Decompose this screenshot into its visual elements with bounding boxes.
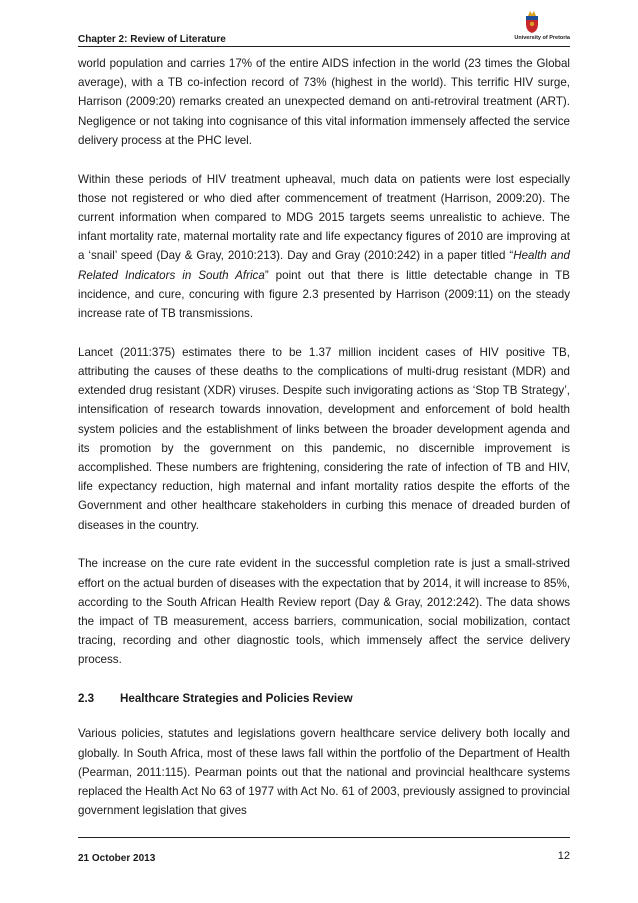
section-heading [78,689,570,708]
page-body [78,54,570,840]
paragraph: Various policies, statutes and legislations govern healthcare service delivery both locally and globally. In South Africa, most of these laws fall within the portfolio of the Department of Health (Pearman, 2011:115). Pearman points out that the national and provincial healthcare systems replaced the Health Act No 63 of 1977 with Act No. 61 of 2003, previously assigned to provincial government legislation that gives [78,727,570,818]
section-number: 2.3 [78,692,95,706]
page-number: 12 [557,850,570,862]
university-name: University of Pretoria [514,35,570,41]
paragraph: Lancet (2011:375) estimates there to be 1.37 million incident cases of HIV positive TB, attributing the causes of these deaths to the complications of multi-drug resistant (MDR) and extended drug resistant (XDR) viruses. Despite such invigorating actions as ‘Stop TB Strategy’, intensification of research towards innovation, development and enforcement of bold health system policies and the establishment of links between the broader development agenda and its promotion by the government on this pandemic, no discernible improvement is accomplished. These numbers are frightening, considering the rate of infection of TB and HIV, life expectancy reduction, high maternal and infant mortality ratios despite the efforts of the Government and other healthcare stakeholders in curbing this menace of dreaded burden of diseases in the country. [78,345,570,532]
header-divider [78,46,570,47]
page-header [78,10,570,46]
paragraph: world population and carries 17% of the entire AIDS infection in the world (23 times the Global average), with a TB co-infection record of 73% (highest in the world). This terrific HIV surge, Harrison (2009:20) remarks created an unexpected demand on anti-retroviral treatment (ART). Negligence or not taking into cognisance of this vital information immensely affected the service delivery process at the PHC level. [78,57,570,147]
section-title: Healthcare Strategies and Policies Review [120,692,353,706]
paper-title: Health and Related Indicators in South Africa [78,249,570,282]
chapter-title: Chapter 2: Review of Literature [78,34,226,45]
footer-divider [78,837,570,838]
text-run: Within these periods of HIV treatment upheaval, much data on patients were lost especially those not registered or who died after commencement of treatment (Harrison, 2009:20). The current information when compared to MDG 2015 targets seems unrealistic to achieve. The infant mortality rate, maternal mortality rate and life expectancy figures of 2010 are improving at a ‘snail’ speed (Day & Gray, 2010:213). Day and Gray (2010:242) in a paper titled “Health and Related Indicators in South Africa” point out that there is little detectable change in TB incidence, and cure, concuring with figure 2.3 presented by Harrison (2009:11) on the steady increase rate of TB transmissions. [78,172,570,321]
paragraph-hiv-treatment-upheaval [78,170,570,324]
paragraph: The increase on the cure rate evident in the successful completion rate is just a small-strived effort on the actual burden of diseases with the expectation that by 2014, it will increase to 85%, according to the South African Health Review report (Day & Gray, 2012:242). The data shows the impact of TB measurement, access barriers, communication, social mobilization, contact tracing, recording and other diagnostic tools, which immensely affect the service delivery process. [78,557,570,667]
university-crest-icon [522,10,542,34]
footer-date: 21 October 2013 [78,853,156,864]
